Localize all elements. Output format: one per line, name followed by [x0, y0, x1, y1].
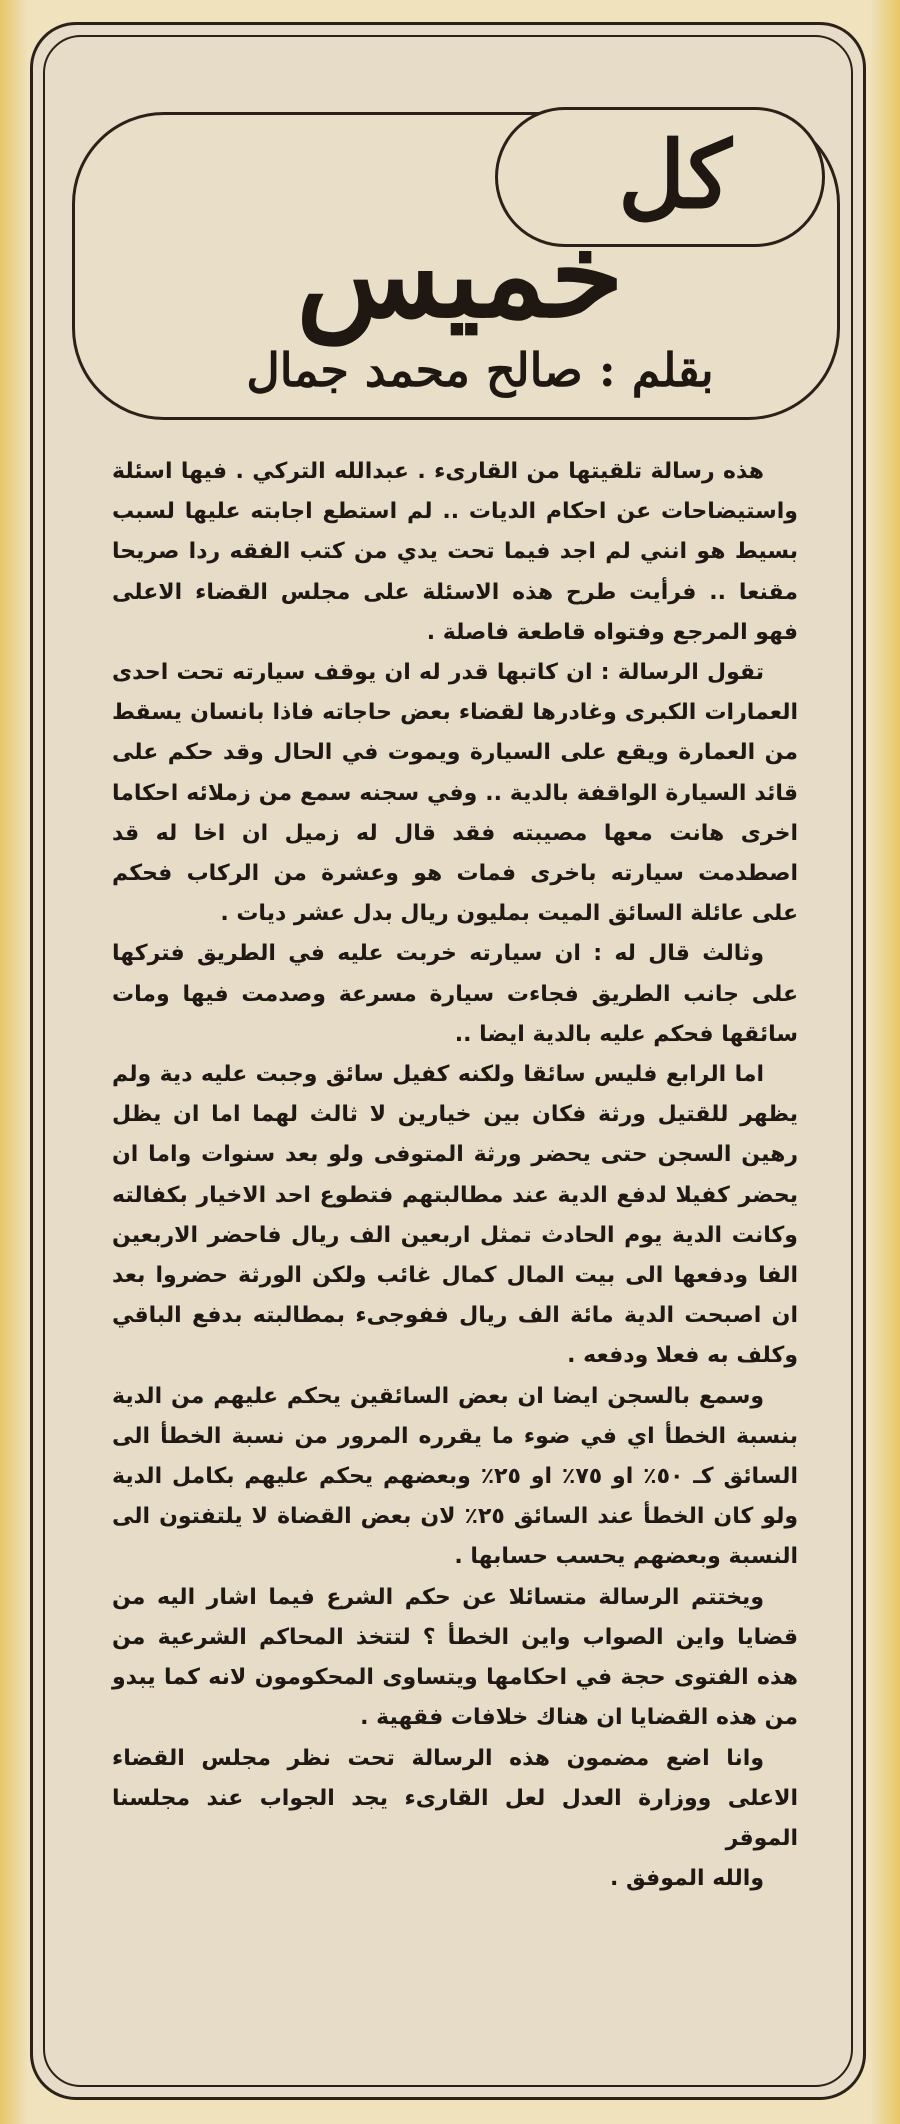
paper-stain-left [0, 0, 28, 2124]
article-paragraph: وسمع بالسجن ايضا ان بعض السائقين يحكم عليهم من الدية بنسبة الخطأ اي في ضوء ما يقرره المرور من نسبة الخطأ الى السائق كـ ٥٠٪ او ٧٥٪ او ٢٥٪ وبعضهم يحكم عليهم بكامل الدية ولو كان الخطأ عند السائق ٢٥٪ لان بعض القضاة لا يلتفتون الى النسبة وبعضهم يحسب حسابها . [112, 1383, 798, 1570]
masthead-title-top: كل [618, 121, 732, 229]
column-masthead [72, 112, 840, 420]
article-paragraph: تقول الرسالة : ان كاتبها قدر له ان يوقف سيارته تحت احدى العمارات الكبرى وغادرها لقضاء بعض حاجاته فاذا بانسان يسقط من العمارة ويقع على السيارة ويموت في الحال وقد حكم على قائد السيارة الواقفة بالدية .. وفي سجنه سمع من زملائه احكاما اخرى هانت معها مصيبته فقد قال له زميل ان اخا له قد اصطدمت سيارته باخرى فمات هو وعشرة من الركاب فحكم على عائلة السائق الميت بمليون ريال بدل عشر ديات . [112, 660, 798, 927]
article-paragraph: هذه رسالة تلقيتها من القارىء . عبدالله التركي . فيها اسئلة واستيضاحات عن احكام الديات .. لم استطع اجابته عليها لسبب بسيط هو انني لم اجد فيما تحت يدي من كتب الفقه ردا صريحا مقنعا .. فرأيت طرح هذه الاسئلة على مجلس القضاء الاعلى فهو المرجع وفتواه قاطعة فاصلة . [112, 459, 798, 645]
article-closing: والله الموفق . [609, 1866, 764, 1892]
masthead-title-main: خميس [296, 205, 624, 344]
article-paragraph: اما الرابع فليس سائقا ولكنه كفيل سائق وجبت عليه دية ولم يظهر للقتيل ورثة فكان بين خيارين لا ثالث لهما اما ان يظل رهين السجن حتى يحضر ورثة المتوفى ولو بعد سنوات واما ان يحضر كفيلا لدفع الدية عند مطالبتهم فتطوع احد الاخيار بكفالته وكانت الدية يوم الحادث تمثل اربعين الف ريال فاحضر الاربعين الفا ودفعها الى بيت المال كمال غائب ولكن الورثة حضروا بعد ان اصبحت الدية مائة الف ريال ففوجىء بمطالبته بدفع الباقي وكلف به فعلا ودفعه . [112, 1062, 798, 1369]
paper-stain-right [870, 0, 900, 2124]
article-body [112, 452, 798, 2062]
article-paragraph: ويختتم الرسالة متسائلا عن حكم الشرع فيما اشار اليه من قضايا واين الصواب واين الخطأ ؟ لتتخذ المحاكم الشرعية من هذه الفتوى حجة في احكامها ويتساوى المحكومون لانه كما يبدو من هذه القضايا ان هناك خلافات فقهية . [112, 1584, 798, 1731]
article-paragraph: وثالث قال له : ان سيارته خربت عليه في الطريق فتركها على جانب الطريق فجاءت سيارة مسرعة وصدمت فيها ومات سائقها فحكم عليه بالدية ايضا .. [112, 941, 798, 1047]
article-paragraph: وانا اضع مضمون هذه الرسالة تحت نظر مجلس القضاء الاعلى ووزارة العدل لعل القارىء يجد الجواب عند مجلسنا الموقر [112, 1745, 798, 1851]
author-byline: بقلم : صالح محمد جمال [246, 343, 714, 397]
